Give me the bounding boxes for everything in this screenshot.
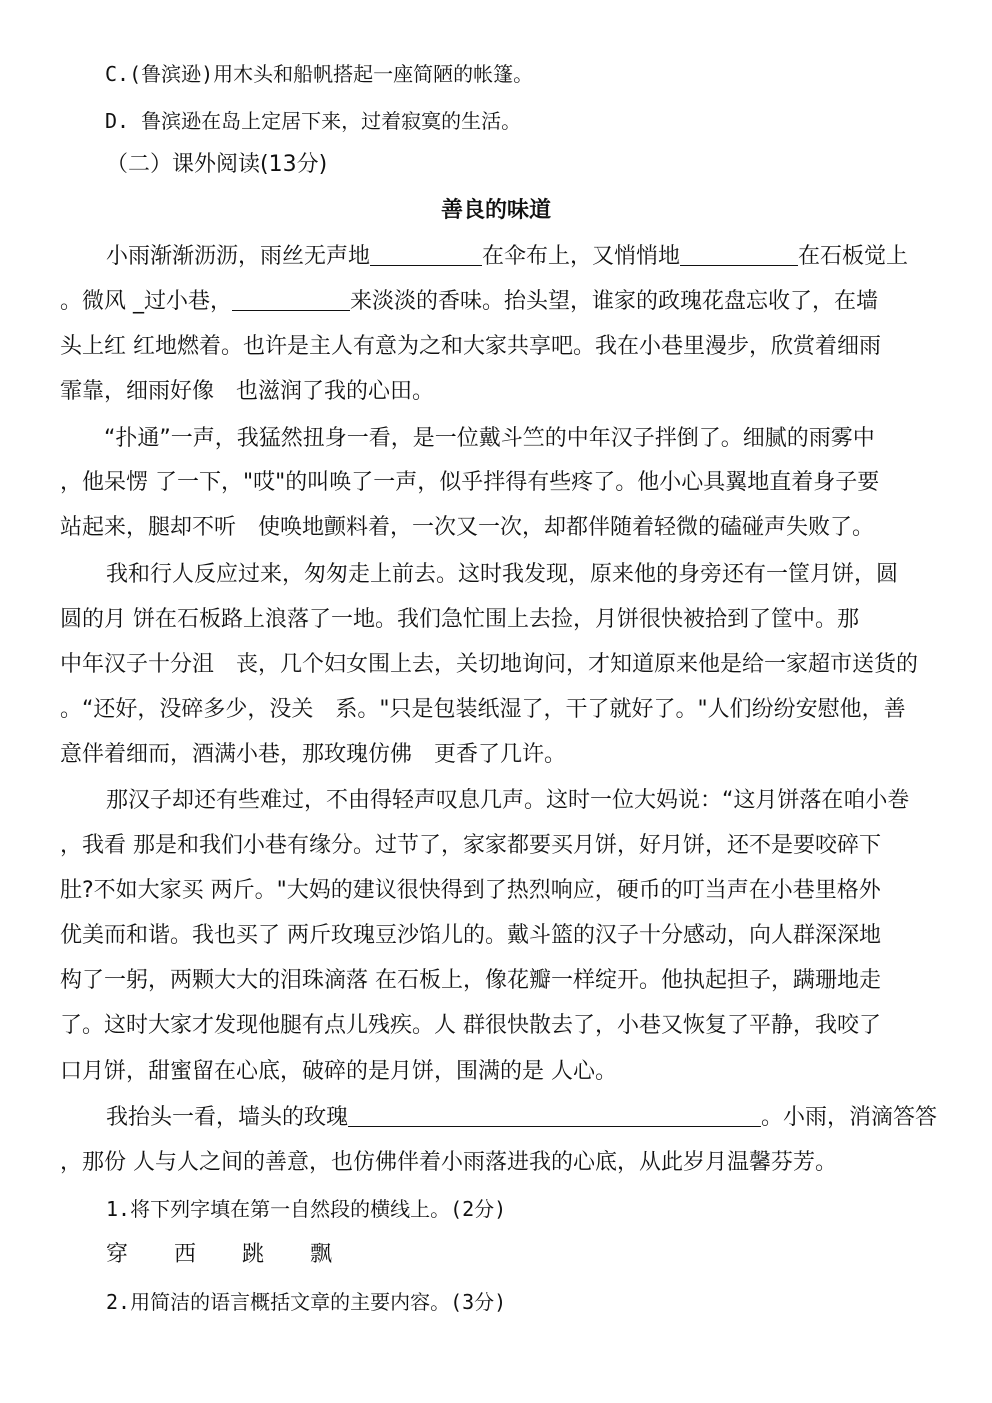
- article-title: 善良的味道: [440, 198, 551, 223]
- char-option: 穿: [106, 1242, 129, 1267]
- para4-line6: 了。这时大家才发现他腿有点儿残疾。人 群很快散去了，小巷又恢复了平静，我咬了: [60, 1013, 881, 1038]
- text: 。小雨，消滴答答: [761, 1105, 938, 1130]
- char-option: 飘: [310, 1242, 333, 1267]
- para3-line2: 圆的月 饼在石板路上浪落了一地。我们急忙围上去捡，月饼很快被拾到了筐中。那: [60, 607, 859, 632]
- question-1: 1.将下列字填在第一自然段的横线上。(2分): [106, 1197, 507, 1221]
- para2-line3: 站起来，腿却不听 使唤地颤料着，一次又一次，却都伴随着轻微的磕碰声失败了。: [60, 515, 875, 540]
- para1-line4: 霏靠，细雨好像 也滋润了我的心田。: [60, 379, 435, 404]
- para5-line2: ，那份 人与人之间的善意，也仿佛伴着小雨落进我的心底，从此岁月温馨芬芳。: [60, 1150, 837, 1175]
- para4-line2: ，我看 那是和我们小巷有缘分。过节了，家家都要买月饼，好月饼，还不是要咬碎下: [60, 833, 881, 858]
- text: 。微风 _过小巷，: [60, 289, 232, 314]
- para1-line1: [106, 242, 978, 272]
- para5-line1: [106, 1103, 978, 1133]
- char-option: 西: [174, 1242, 197, 1267]
- question-1-chars: [106, 1240, 978, 1270]
- para3-line3: 中年汉子十分沮 丧，几个妇女围上去，关切地询问，才知道原来他是给一家超市送货的: [60, 652, 919, 677]
- para1-line2: [60, 287, 932, 317]
- para3-line5: 意伴着细而，酒满小巷，那玫瑰仿佛 更香了几许。: [60, 742, 567, 767]
- para4-line4: 优美而和谐。我也买了 两斤玫瑰豆沙馅儿的。戴斗篮的汉子十分感动，向人群深深地: [60, 923, 881, 948]
- para4-line3: 肚?不如大家买 两斤。"大妈的建议很快得到了热烈响应，硬币的叮当声在小巷里格外: [60, 878, 881, 903]
- text: 在石板觉上: [798, 244, 909, 269]
- para4-line1: 那汉子却还有些难过，不由得轻声叹息几声。这时一位大妈说：“这月饼落在咱小巻: [106, 788, 910, 813]
- text: 来淡淡的香味。抬头望，谁家的政瑰花盘忘收了，在墙: [350, 289, 879, 314]
- fill-blank-2[interactable]: [680, 243, 798, 266]
- fill-blank-3[interactable]: [232, 288, 350, 311]
- option-c: C.(鲁滨逊)用木头和船帆搭起一座简陋的帐篷。: [105, 62, 534, 86]
- para2-line2: ，他呆愣 了一下，"哎"的叫唤了一声，似乎拌得有些疼了。他小心具翼地直着身子要: [60, 470, 880, 495]
- text: 我抬头一看，墙头的玫瑰: [106, 1105, 349, 1130]
- question-2: 2.用简洁的语言概括文章的主要内容。(3分): [106, 1290, 507, 1314]
- text: 小雨渐渐沥沥，雨丝无声地: [106, 244, 371, 269]
- para2-line1: “扑通”一声，我猛然扭身一看，是一位戴斗竺的中年汉子拌倒了。细腻的雨雾中: [104, 426, 875, 451]
- fill-blank-4[interactable]: [348, 1104, 761, 1127]
- para4-line5: 构了一躬，两颗大大的泪珠滴落 在石板上，像花瓣一样绽开。他执起担子，蹒珊地走: [60, 968, 881, 993]
- para3-line1: 我和行人反应过来，匆匆走上前去。这时我发现，原来他的身旁还有一筐月饼，圆: [106, 562, 899, 587]
- fill-blank-1[interactable]: [370, 243, 482, 266]
- para3-line4: 。“还好，没碎多少，没关 系。"只是包装纸湿了，干了就好了。"人们纷纷安慰他，善: [60, 697, 906, 722]
- para1-line3: 头上红 红地燃着。也许是主人有意为之和大家共享吧。我在小巷里漫步，欣赏着细雨: [60, 334, 881, 359]
- char-option: 跳: [242, 1242, 265, 1267]
- option-d: D. 鲁滨逊在岛上定居下来，过着寂寞的生活。: [105, 109, 522, 133]
- para4-line7: 口月饼，甜蜜留在心底，破碎的是月饼，围满的是 人心。: [60, 1059, 617, 1084]
- section-heading: （二）课外阅读(13分): [106, 152, 328, 177]
- text: 在伞布上，又悄悄地: [482, 244, 681, 269]
